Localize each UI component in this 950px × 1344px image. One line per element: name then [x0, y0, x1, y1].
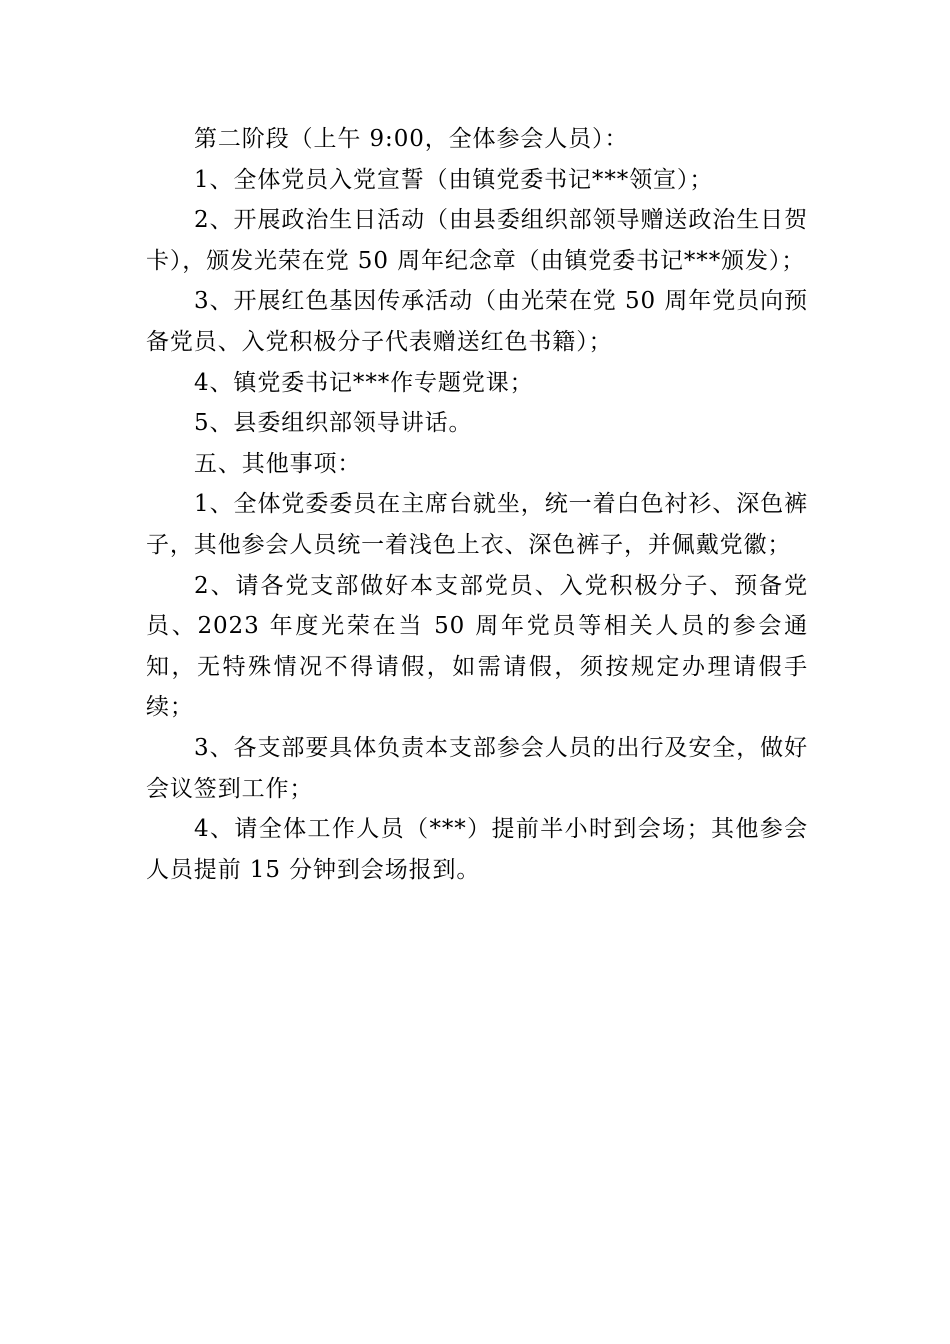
list-item-dress-code: 1、全体党委委员在主席台就坐，统一着白色衬衫、深色裤子，其他参会人员统一着浅色上衣、深色裤子，并佩戴党徽； — [146, 491, 808, 558]
list-item-notification: 2、请各党支部做好本支部党员、入党积极分子、预备党员、2023 年度光荣在当 50 周年党员等相关人员的参会通知，无特殊情况不得请假，如需请假，须按规定办理请假手续； — [146, 572, 808, 721]
list-item-leader-speech: 5、县委组织部领导讲话。 — [194, 410, 473, 437]
list-item-party-lecture: 4、镇党委书记***作专题党课； — [194, 369, 534, 396]
list-item-oath: 1、全体党员入党宣誓（由镇党委书记***领宣）； — [194, 166, 714, 193]
list-item-arrival: 4、请全体工作人员（***）提前半小时到会场；其他参会人员提前 15 分钟到会场报到。 — [146, 816, 808, 883]
document-body — [146, 119, 808, 890]
list-item-safety: 3、各支部要具体负责本支部参会人员的出行及安全，做好会议签到工作； — [146, 734, 808, 802]
section-heading-other-matters: 五、其他事项： — [194, 450, 362, 477]
list-item-red-gene: 3、开展红色基因传承活动（由光荣在党 50 周年党员向预备党员、入党积极分子代表赠送红色书籍）； — [146, 288, 808, 355]
list-item-political-birthday: 2、开展政治生日活动（由县委组织部领导赠送政治生日贺卡），颁发光荣在党 50 周年纪念章（由镇党委书记***颁发）； — [146, 207, 808, 274]
stage-two-heading: 第二阶段（上午 9:00，全体参会人员）： — [194, 126, 629, 152]
